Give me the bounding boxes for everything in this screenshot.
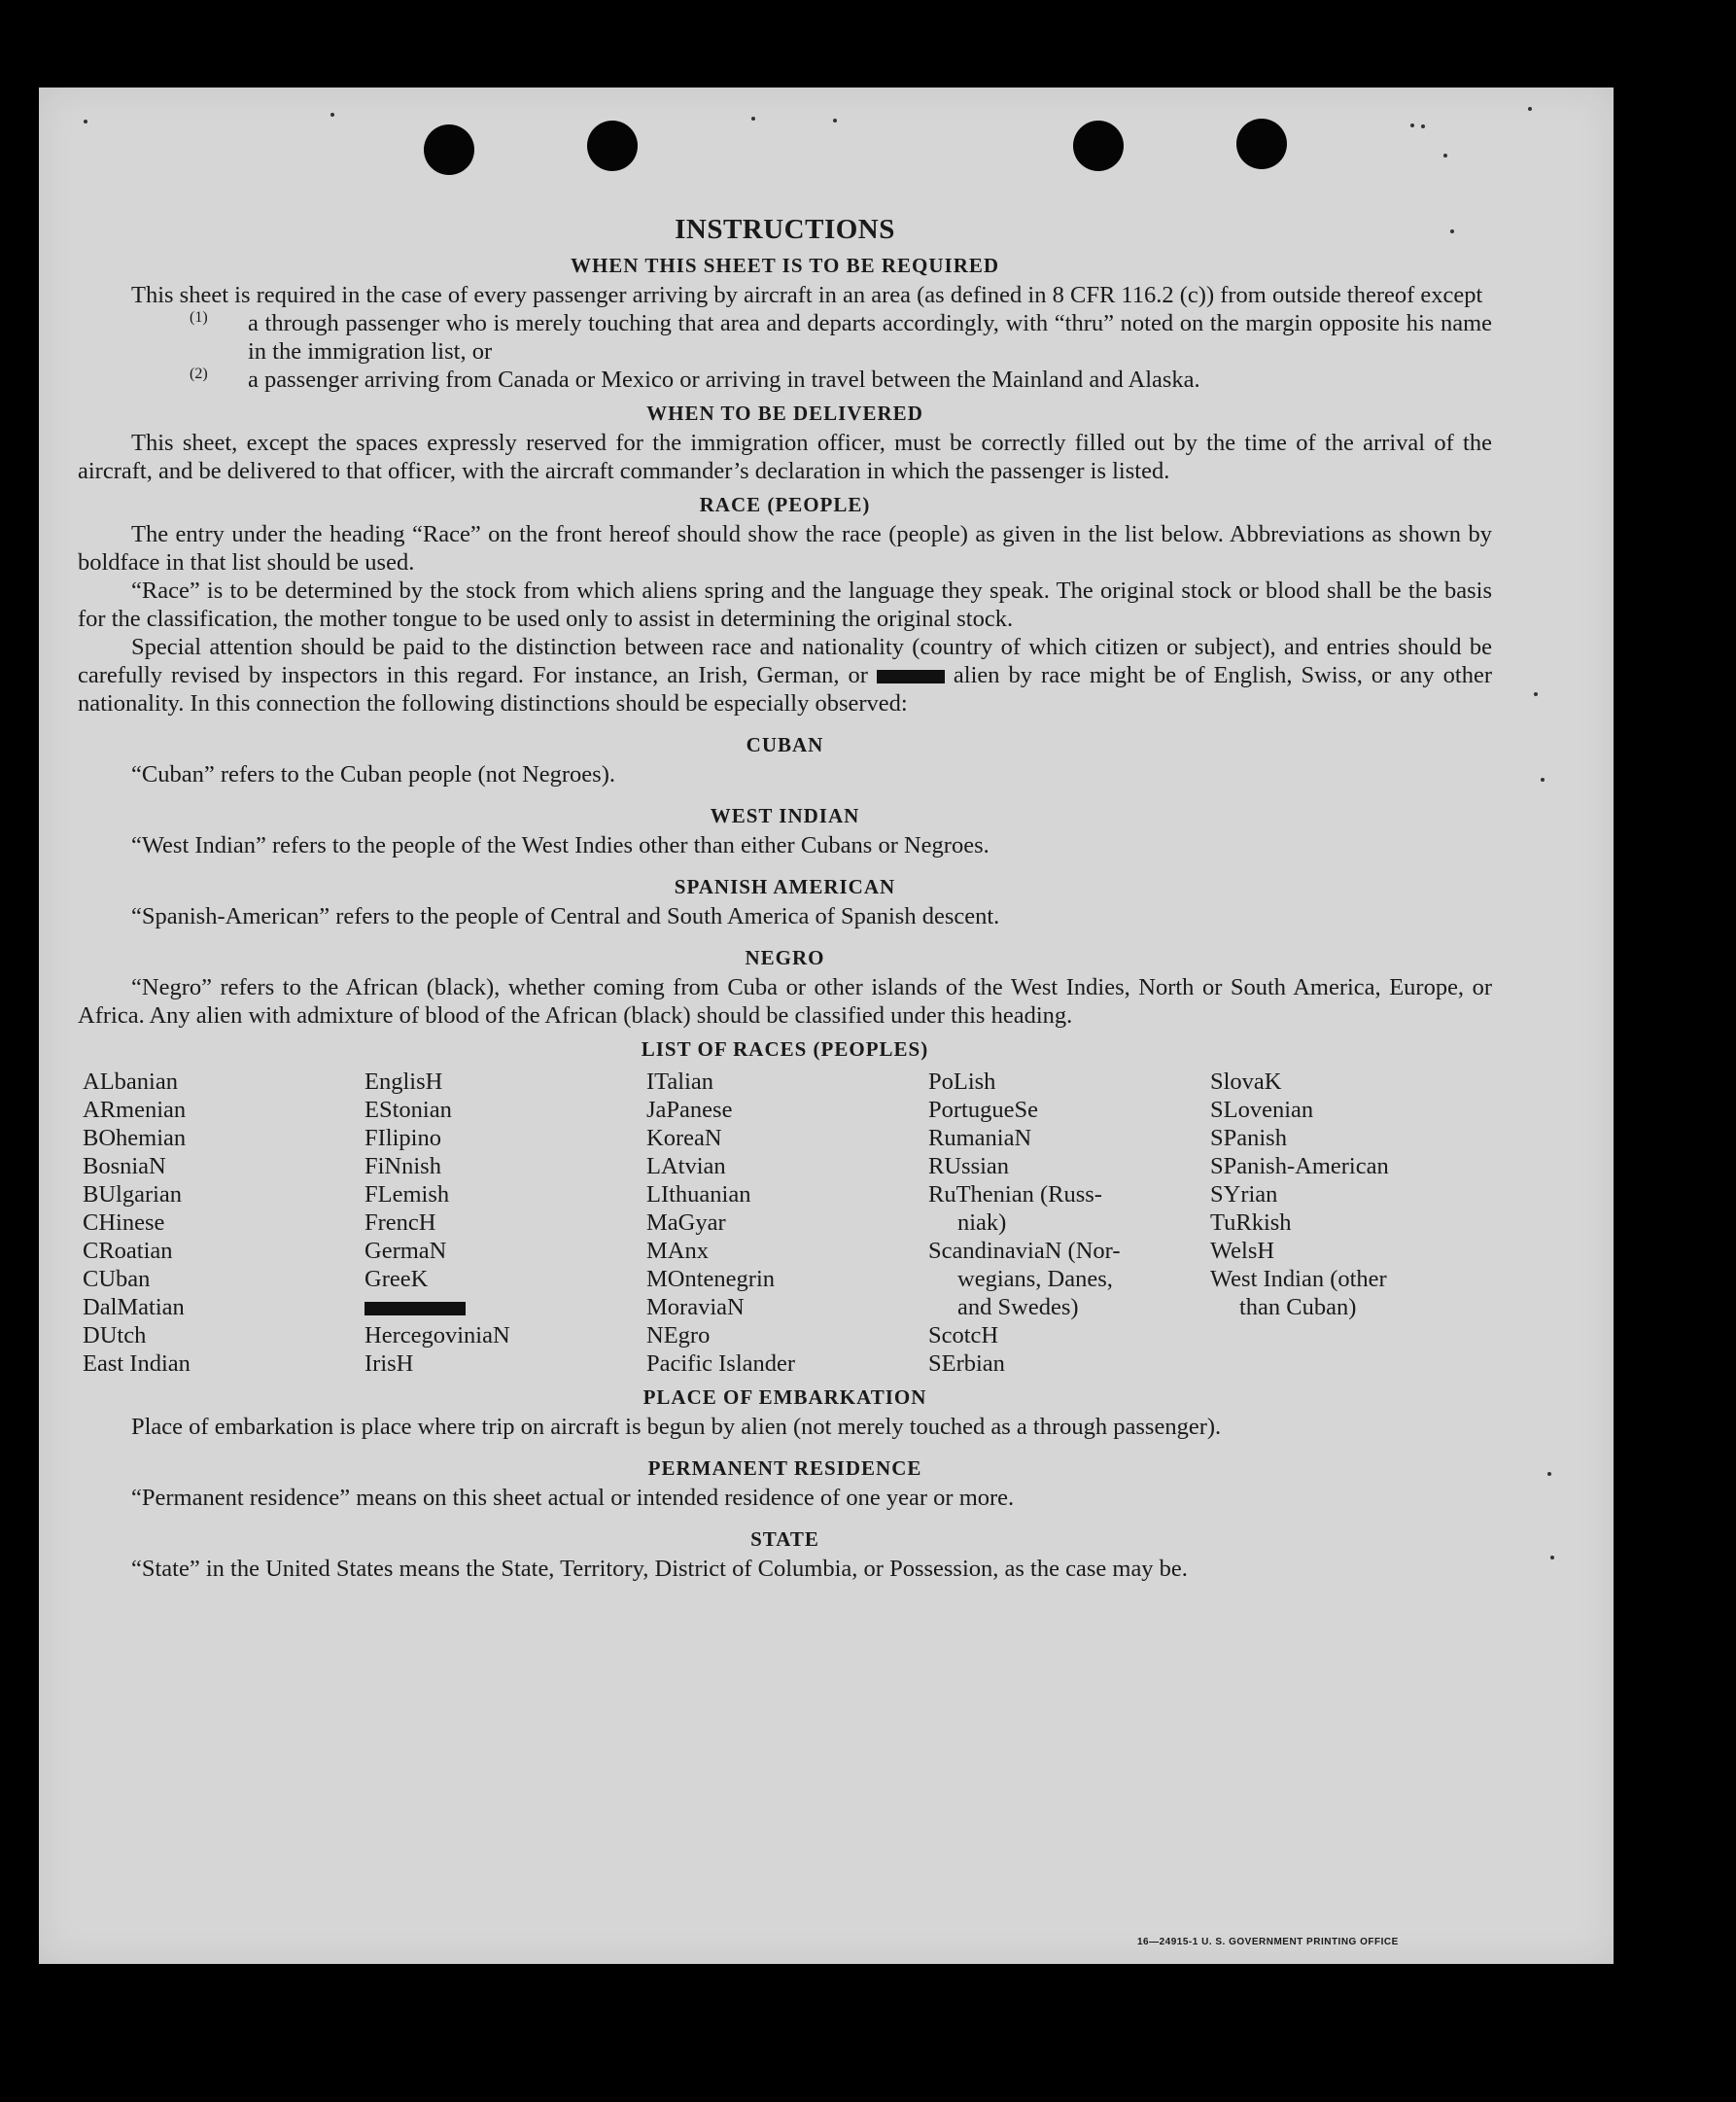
race-item: EnglisH [365, 1069, 443, 1095]
paragraph: “Negro” refers to the African (black), whether coming from Cuba or other islands of the West Indies, North or South America, Europe, or Africa. Any alien with admixture of blood of the African (black) should be classified under this heading. [78, 974, 1492, 1029]
paragraph: The entry under the heading “Race” on the front hereof should show the race (people) as given in the list below. Abbreviations as shown by boldface in that list should be used. [78, 521, 1492, 576]
paragraph [78, 633, 1492, 718]
race-item: Pacific Islander [646, 1350, 796, 1377]
section-heading: NEGRO [745, 946, 825, 969]
paragraph: “Race” is to be determined by the stock from which aliens spring and the language they speak. The original stock or blood shall be the basis for the classification, the mother tongue to be used only to assist in determining the original stock. [78, 578, 1492, 632]
speck [84, 120, 87, 123]
paragraph: “West Indian” refers to the people of the West Indies other than either Cubans or Negroes. [131, 832, 990, 858]
race-item: CUban [83, 1266, 151, 1292]
race-item: TuRkish [1210, 1209, 1292, 1236]
race-item: CHinese [83, 1209, 165, 1236]
list-item [190, 366, 1492, 394]
race-item: SPanish [1210, 1125, 1287, 1151]
speck [1410, 123, 1414, 127]
race-item: West Indian (other [1210, 1266, 1387, 1292]
section-heading: WHEN THIS SHEET IS TO BE REQUIRED [570, 254, 1000, 277]
punch-hole [1073, 121, 1124, 171]
race-item: SYrian [1210, 1181, 1278, 1208]
race-item: DUtch [83, 1322, 147, 1349]
race-item: ITalian [646, 1069, 714, 1095]
race-item: GreeK [365, 1266, 429, 1292]
race-item: GermaN [365, 1238, 447, 1264]
race-item: MaGyar [646, 1209, 726, 1236]
race-item: RuThenian (Russ- [928, 1181, 1102, 1208]
section-heading: RACE (PEOPLE) [699, 493, 871, 516]
race-item: EStonian [365, 1097, 452, 1123]
race-column [83, 1068, 365, 1378]
speck [330, 113, 334, 117]
race-item: BOhemian [83, 1125, 187, 1151]
paragraph: “Permanent residence” means on this sheet actual or intended residence of one year or more. [131, 1485, 1015, 1511]
race-item: BosniaN [83, 1153, 166, 1179]
race-item: SLovenian [1210, 1097, 1314, 1123]
race-item: RUssian [928, 1153, 1010, 1179]
race-item: ScandinaviaN (Nor- [928, 1238, 1121, 1264]
race-list [83, 1068, 1492, 1378]
speck [1534, 692, 1538, 696]
race-item: KoreaN [646, 1125, 722, 1151]
speck [1443, 154, 1447, 158]
race-item: wegians, Danes, [957, 1266, 1113, 1292]
page-title: INSTRUCTIONS [675, 214, 895, 245]
item-number: (2) [190, 366, 208, 382]
redaction-mark [365, 1302, 466, 1315]
paragraph: “Spanish-American” refers to the people of Central and South America of Spanish descent. [131, 903, 1000, 929]
race-column [1210, 1068, 1492, 1378]
race-item: RumaniaN [928, 1125, 1032, 1151]
section-heading: WEST INDIAN [710, 804, 860, 827]
section-heading: WHEN TO BE DELIVERED [646, 402, 923, 425]
print-code: 16—24915-1 U. S. GOVERNMENT PRINTING OFFICE [1137, 1937, 1399, 1947]
redaction-mark [877, 670, 945, 683]
race-item: SlovaK [1210, 1069, 1282, 1095]
punch-hole [587, 121, 638, 171]
document-sheet [39, 88, 1614, 1964]
race-item: ALbanian [83, 1069, 178, 1095]
race-item: DalMatian [83, 1294, 185, 1320]
speck [1550, 1556, 1554, 1559]
race-item: and Swedes) [957, 1294, 1079, 1320]
race-item: PoLish [928, 1069, 996, 1095]
paragraph: This sheet is required in the case of every passenger arriving by aircraft in an area (as defined in 8 CFR 116.2 (c)) from outside thereof except [131, 282, 1483, 308]
speck [751, 117, 755, 121]
race-item: HercegoviniaN [365, 1322, 510, 1349]
section-heading: PLACE OF EMBARKATION [642, 1385, 927, 1409]
paragraph: Place of embarkation is place where trip on aircraft is begun by alien (not merely touched as a through passenger). [131, 1414, 1222, 1440]
speck [1547, 1472, 1551, 1476]
race-column [646, 1068, 928, 1378]
speck [1421, 124, 1425, 128]
list-item [190, 309, 1492, 366]
speck [1541, 778, 1545, 782]
race-item: CRoatian [83, 1238, 173, 1264]
paragraph: This sheet, except the spaces expressly reserved for the immigration officer, must be correctly filled out by the time of the arrival of the aircraft, and be delivered to that officer, with the aircraft commander’s declaration in which the passenger is listed. [78, 430, 1492, 484]
race-item: LAtvian [646, 1153, 726, 1179]
race-item: SErbian [928, 1350, 1005, 1377]
punch-hole [424, 124, 474, 175]
document-content [78, 214, 1492, 1583]
speck [833, 119, 837, 123]
race-item-redacted [365, 1293, 646, 1321]
section-heading: SPANISH AMERICAN [674, 875, 896, 898]
race-item: SPanish-American [1210, 1153, 1389, 1179]
race-item: ScotcH [928, 1322, 999, 1349]
paragraph-part: Special attention should be paid to the distinction between race and nationality (country of which citizen or subject), and entries should be carefully revised by inspectors in this regard. For instance, an Irish, German, or [78, 634, 1492, 688]
race-item: FiNnish [365, 1153, 441, 1179]
race-item: FrencH [365, 1209, 436, 1236]
race-item: ARmenian [83, 1097, 187, 1123]
race-item: MoraviaN [646, 1294, 745, 1320]
race-item: LIthuanian [646, 1181, 751, 1208]
race-item: NEgro [646, 1322, 711, 1349]
race-item: IrisH [365, 1350, 414, 1377]
paragraph: “Cuban” refers to the Cuban people (not Negroes). [131, 761, 615, 788]
race-item: BUlgarian [83, 1181, 183, 1208]
item-number: (1) [190, 309, 208, 326]
race-item: FLemish [365, 1181, 450, 1208]
race-item: MOntenegrin [646, 1266, 775, 1292]
speck [1528, 107, 1532, 111]
race-item: JaPanese [646, 1097, 733, 1123]
punch-hole [1236, 119, 1287, 169]
section-heading: CUBAN [746, 733, 824, 756]
race-item: FIlipino [365, 1125, 441, 1151]
section-heading: PERMANENT RESIDENCE [647, 1456, 922, 1480]
item-text: a passenger arriving from Canada or Mexico or arriving in travel between the Mainland and Alaska. [248, 367, 1200, 393]
race-column [928, 1068, 1210, 1378]
race-column [365, 1068, 646, 1378]
paragraph-part: alien by race might be of English, Swiss, or any other nationality. In this connection the following distinctions should be especially observed: [78, 662, 1493, 717]
race-item: niak) [957, 1209, 1007, 1236]
race-item: than Cuban) [1239, 1294, 1357, 1320]
item-text: a through passenger who is merely touching that area and departs accordingly, with “thru” noted on the margin opposite his name in the immigration list, or [248, 310, 1492, 365]
race-item: MAnx [646, 1238, 709, 1264]
race-item: East Indian [83, 1350, 191, 1377]
race-item: WelsH [1210, 1238, 1275, 1264]
race-item: PortugueSe [928, 1097, 1038, 1123]
section-heading: LIST OF RACES (PEOPLES) [641, 1037, 929, 1061]
section-heading: STATE [750, 1527, 819, 1551]
paragraph: “State” in the United States means the State, Territory, District of Columbia, or Possession, as the case may be. [131, 1556, 1188, 1582]
